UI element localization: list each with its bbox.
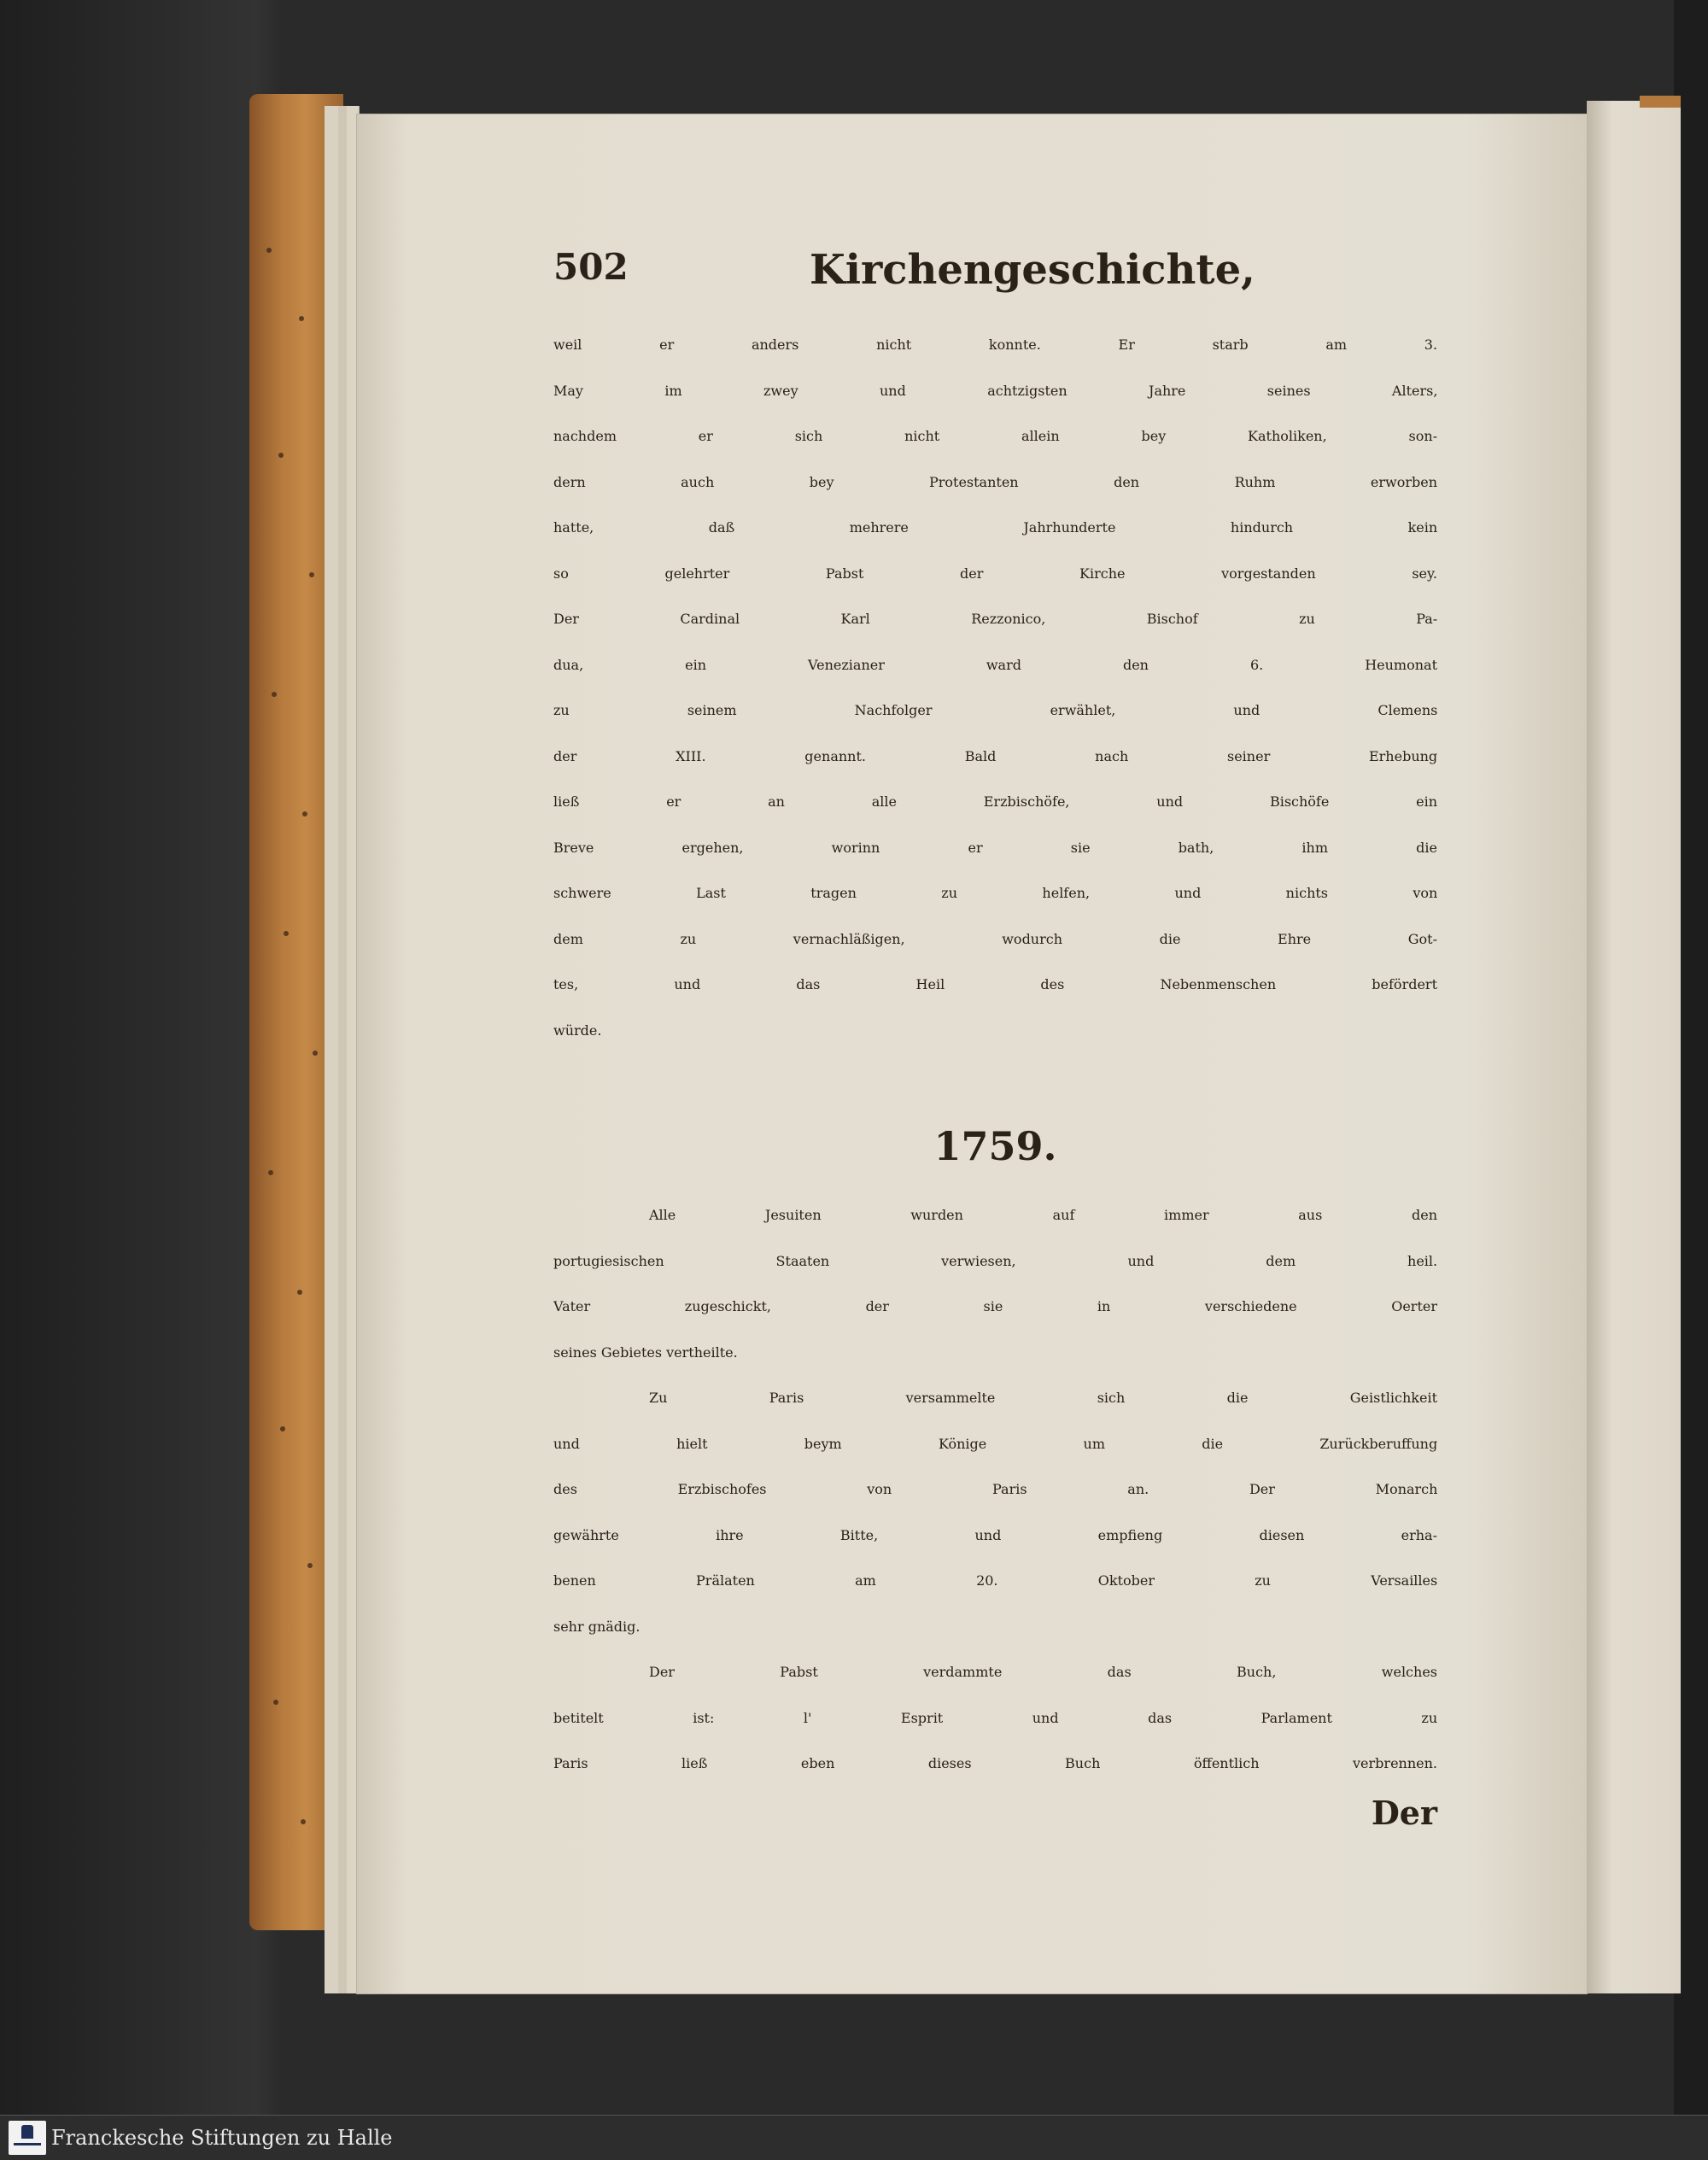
text-line: der XIII. genannt. Bald nach seiner Erhebung xyxy=(553,747,1437,764)
page-number: 502 xyxy=(553,246,629,288)
text-line: Alle Jesuiten wurden auf immer aus den xyxy=(649,1207,1437,1223)
text-line: so gelehrter Pabst der Kirche vorgestanden sey. xyxy=(553,565,1437,582)
text-line: May im zwey und achtzigsten Jahre seines Alters, xyxy=(553,382,1437,399)
text-line: ließ er an alle Erzbischöfe, und Bischöfe ein xyxy=(553,793,1437,810)
facing-cover-edge xyxy=(1640,96,1681,108)
footer-institution: Franckesche Stiftungen zu Halle xyxy=(51,2126,393,2150)
text-line: dua, ein Venezianer ward den 6. Heumonat xyxy=(553,656,1437,673)
text-line: würde. xyxy=(553,1021,602,1039)
text-line: seines Gebietes vertheilte. xyxy=(553,1343,738,1361)
text-line: weil er anders nicht konnte. Er starb am 3. xyxy=(553,337,1437,353)
facing-page xyxy=(1587,101,1681,1993)
text-line: Zu Paris versammelte sich die Geistlichkeit xyxy=(649,1390,1437,1406)
year-heading: 1759. xyxy=(933,1123,1057,1169)
text-line: Breve ergehen, worinn er sie bath, ihm die xyxy=(553,839,1437,856)
text-line: des Erzbischofes von Paris an. Der Monarch xyxy=(553,1481,1437,1497)
paragraph-1 xyxy=(553,337,1437,1068)
text-line: betitelt ist: l' Esprit und das Parlament zu xyxy=(553,1709,1437,1726)
text-line: sehr gnädig. xyxy=(553,1618,640,1635)
text-line: Vater zugeschickt, der sie in verschiedene Oerter xyxy=(553,1298,1437,1314)
francke-foundation-logo-icon xyxy=(9,2121,46,2155)
text-line: hatte, daß mehrere Jahrhunderte hindurch kein xyxy=(553,519,1437,536)
paragraph-2 xyxy=(553,1207,1437,1390)
text-line: portugiesischen Staaten verwiesen, und dem heil. xyxy=(553,1252,1437,1269)
text-line: tes, und das Heil des Nebenmenschen befördert xyxy=(553,976,1437,992)
text-line: Paris ließ eben dieses Buch öffentlich verbrennen. xyxy=(553,1755,1437,1771)
text-line: schwere Last tragen zu helfen, und nichts von xyxy=(553,885,1437,901)
footer-bar xyxy=(0,2115,1708,2160)
text-line: gewährte ihre Bitte, und empfieng diesen erha- xyxy=(553,1526,1437,1543)
text-line: zu seinem Nachfolger erwählet, und Clemens xyxy=(553,702,1437,718)
catchword: Der xyxy=(1371,1794,1437,1832)
page-title: Kirchengeschichte, xyxy=(810,246,1255,294)
text-line: dern auch bey Protestanten den Ruhm erworben xyxy=(553,473,1437,490)
paragraph-4 xyxy=(553,1664,1437,1801)
text-line: Der Cardinal Karl Rezzonico, Bischof zu Pa- xyxy=(553,611,1437,627)
text-line: benen Prälaten am 20. Oktober zu Versailles xyxy=(553,1572,1437,1589)
text-line: dem zu vernachläßigen, wodurch die Ehre Got- xyxy=(553,930,1437,947)
running-head xyxy=(553,246,1437,297)
paragraph-3 xyxy=(553,1390,1437,1664)
text-line: Der Pabst verdammte das Buch, welches xyxy=(649,1664,1437,1680)
text-line: nachdem er sich nicht allein bey Katholiken, son- xyxy=(553,428,1437,444)
text-line: und hielt beym Könige um die Zurückberuffung xyxy=(553,1435,1437,1452)
